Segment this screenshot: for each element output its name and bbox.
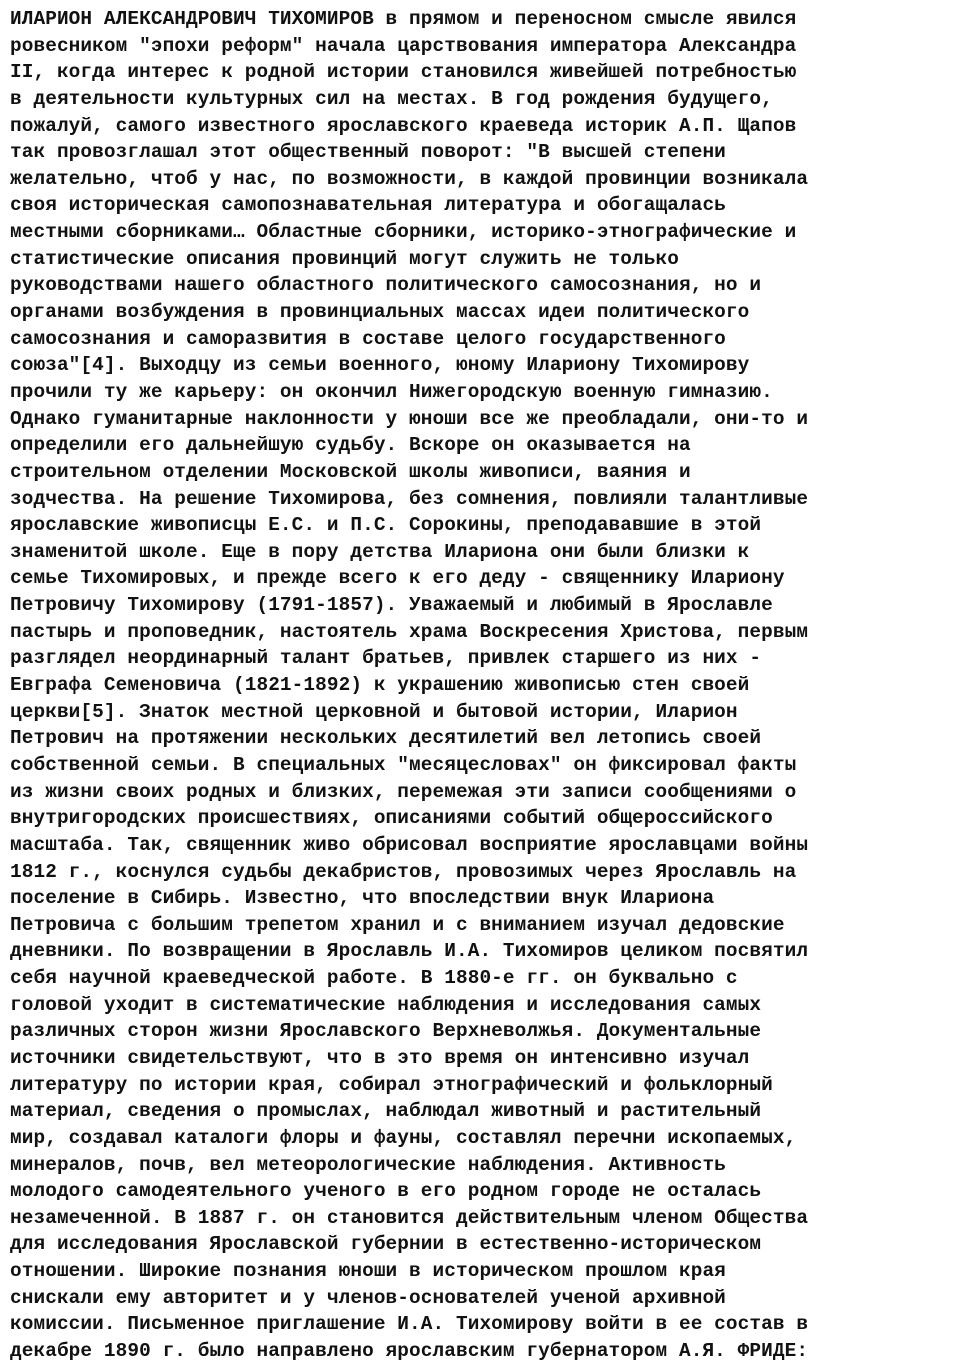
text-line-51: декабре 1890 г. было направлено ярославским губернатором А.Я. ФРИДЕ: (10, 1340, 809, 1363)
text-line-4: в деятельности культурных сил на местах. В год рождения будущего, (10, 87, 773, 110)
text-line-11: руководствами нашего областного политического самосознания, но и (10, 274, 762, 297)
text-line-19: зодчества. На решение Тихомирова, без сомнения, повлияли талантливые (10, 487, 809, 510)
text-line-42: материал, сведения о промыслах, наблюдал животный и растительный (10, 1100, 762, 1123)
text-line-12: органами возбуждения в провинциальных массах идеи политического (10, 301, 750, 324)
text-line-38: головой уходит в систематические наблюдения и исследования самых (10, 993, 762, 1016)
text-line-8: своя историческая самопознавательная литература и обогащалась (10, 194, 726, 217)
text-line-16: Однако гуманитарные наклонности у юноши все же преобладали, они-то и (10, 407, 809, 430)
text-line-29: собственной семьи. В специальных "месяцесловах" он фиксировал факты (10, 753, 797, 776)
text-line-47: для исследования Ярославской губернии в естественно-историческом (10, 1233, 762, 1256)
text-line-25: разглядел неординарный талант братьев, привлек старшего из них - (10, 647, 762, 670)
text-line-5: пожалуй, самого известного ярославского краеведа историк А.П. Щапов (10, 114, 797, 137)
text-line-46: незамеченной. В 1887 г. он становится действительным членом Общества (10, 1206, 809, 1229)
text-line-23: Петровичу Тихомирову (1791-1857). Уважаемый и любимый в Ярославле (10, 594, 773, 617)
text-line-31: внутригородских происшествиях, описаниями событий общероссийского (10, 807, 773, 830)
text-line-36: дневники. По возвращении в Ярославль И.А. Тихомиров целиком посвятил (10, 940, 809, 963)
text-line-49: снискали ему авторитет и у членов-основателей ученой архивной (10, 1286, 726, 1309)
text-line-20: ярославские живописцы Е.С. и П.С. Сорокины, преподававшие в этой (10, 514, 762, 537)
text-line-40: источники свидетельствуют, что в это время он интенсивно изучал (10, 1046, 750, 1069)
text-line-34: поселение в Сибирь. Известно, что впоследствии внук Илариона (10, 887, 715, 910)
text-line-24: пастырь и проповедник, настоятель храма Воскресения Христова, первым (10, 620, 809, 643)
text-line-18: строительном отделении Московской школы живописи, ваяния и (10, 460, 691, 483)
text-line-14: союза"[4]. Выходцу из семьи военного, юному Илариону Тихомирову (10, 354, 750, 377)
text-line-6: так провозглашал этот общественный поворот: "В высшей степени (10, 141, 726, 164)
text-line-45: молодого самодеятельного ученого в его родном городе не осталась (10, 1180, 762, 1203)
document-page (10, 6, 975, 1365)
text-line-27: церкви[5]. Знаток местной церковной и бытовой истории, Иларион (10, 700, 738, 723)
text-line-9: местными сборниками… Областные сборники, историко-этнографические и (10, 221, 797, 244)
text-line-17: определили его дальнейшую судьбу. Вскоре он оказывается на (10, 434, 691, 457)
text-line-50: комиссии. Письменное приглашение И.А. Тихомирову войти в ее состав в (10, 1313, 809, 1336)
text-line-13: самосознания и саморазвития в составе целого государственного (10, 327, 726, 350)
text-line-32: масштаба. Так, священник живо обрисовал восприятие ярославцами войны (10, 833, 809, 856)
text-line-3: II, когда интерес к родной истории становился живейшей потребностью (10, 61, 797, 84)
text-line-43: мир, создавал каталоги флоры и фауны, составлял перечни ископаемых, (10, 1126, 797, 1149)
text-line-48: отношении. Широкие познания юноши в историческом прошлом края (10, 1260, 726, 1283)
text-line-37: себя научной краеведческой работе. В 1880-е гг. он буквально с (10, 967, 738, 990)
text-line-2: ровесником "эпохи реформ" начала царствования императора Александра (10, 34, 797, 57)
text-line-26: Евграфа Семеновича (1821-1892) к украшению живописью стен своей (10, 674, 750, 697)
text-line-15: прочили ту же карьеру: он окончил Нижегородскую военную гимназию. (10, 380, 773, 403)
text-line-41: литературу по истории края, собирал этнографический и фольклорный (10, 1073, 773, 1096)
text-line-22: семье Тихомировых, и прежде всего к его деду - священнику Илариону (10, 567, 785, 590)
text-line-1: ИЛАРИОН АЛЕКСАНДРОВИЧ ТИХОМИРОВ в прямом и переносном смысле явился (10, 8, 797, 30)
text-line-35: Петровича с большим трепетом хранил и с вниманием изучал дедовские (10, 913, 785, 936)
text-line-7: желательно, чтоб у нас, по возможности, в каждой провинции возникала (10, 167, 809, 190)
text-line-33: 1812 г., коснулся судьбы декабристов, провозимых через Ярославль на (10, 860, 797, 883)
text-line-21: знаменитой школе. Еще в пору детства Илариона они были близки к (10, 540, 750, 563)
text-line-44: минералов, почв, вел метеорологические наблюдения. Активность (10, 1153, 726, 1176)
text-line-10: статистические описания провинций могут служить не только (10, 247, 679, 270)
text-line-28: Петрович на протяжении нескольких десятилетий вел летопись своей (10, 727, 762, 750)
text-line-30: из жизни своих родных и близких, перемежая эти записи сообщениями о (10, 780, 797, 803)
text-line-39: различных сторон жизни Ярославского Верхневолжья. Документальные (10, 1020, 762, 1043)
